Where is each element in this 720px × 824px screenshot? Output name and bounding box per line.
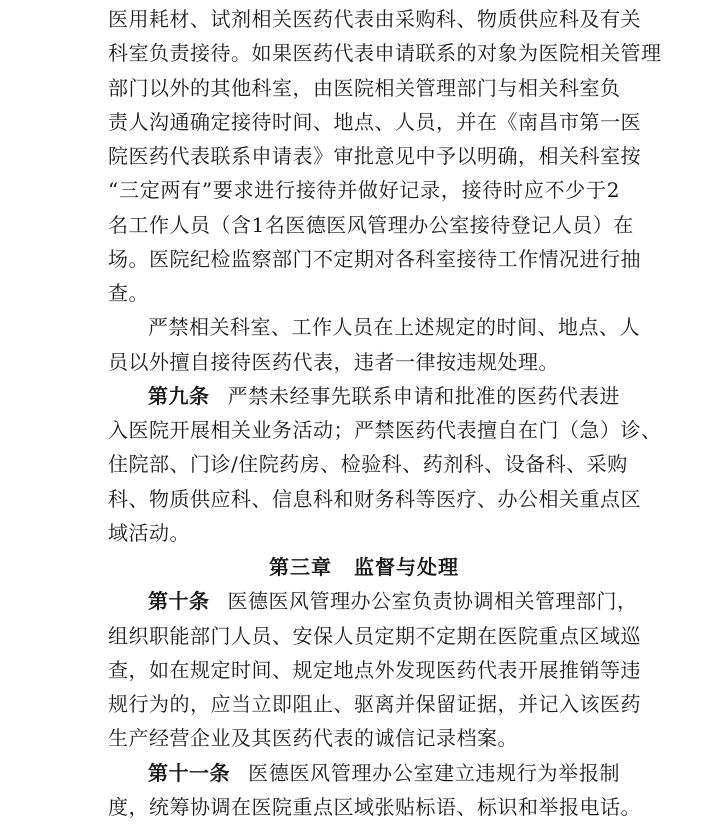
body-text-line: 名工作人员（含1名医德医风管理办公室接待登记人员）在 bbox=[108, 213, 634, 237]
body-text-line: 住院部、门诊/住院药房、检验科、药剂科、设备科、采购 bbox=[108, 452, 628, 476]
article-10-label: 第十条 bbox=[148, 589, 210, 613]
chapter-heading bbox=[108, 552, 620, 582]
chapter-number: 第三章 bbox=[269, 555, 332, 579]
article-11-first-line bbox=[148, 758, 620, 788]
body-text-line: 查，如在规定时间、规定地点外发现医药代表开展推销等违 bbox=[108, 658, 641, 682]
article-11-label: 第十一条 bbox=[148, 761, 230, 785]
body-text-line: 生产经营企业及其医药代表的诚信记录档案。 bbox=[108, 726, 518, 750]
body-text-line: 严禁相关科室、工作人员在上述规定的时间、地点、人 bbox=[148, 315, 640, 339]
body-text-line: 域活动。 bbox=[108, 521, 190, 545]
body-text-line: 院医药代表联系申请表》审批意见中予以明确，相关科室按 bbox=[108, 144, 641, 168]
body-text-line: 科、物质供应科、信息科和财务科等医疗、办公相关重点区 bbox=[108, 487, 641, 511]
body-text-line: 度，统筹协调在医院重点区域张贴标语、标识和举报电话。 bbox=[108, 795, 641, 819]
body-text-line: 医用耗材、试剂相关医药代表由采购科、物质供应科及有关 bbox=[108, 7, 641, 31]
article-10-text: 医德医风管理办公室负责协调相关管理部门， bbox=[227, 589, 638, 613]
article-9-text: 严禁未经事先联系申请和批准的医药代表进 bbox=[227, 384, 620, 408]
body-text-line: 场。医院纪检监察部门不定期对各科室接待工作情况进行抽 bbox=[108, 247, 641, 271]
article-9-label: 第九条 bbox=[148, 384, 210, 408]
article-11-text: 医德医风管理办公室建立违规行为举报制 bbox=[248, 761, 620, 785]
body-text-line: 员以外擅自接待医药代表，违者一律按违规处理。 bbox=[108, 350, 559, 374]
article-9-first-line bbox=[148, 381, 620, 411]
body-text-line: 组织职能部门人员、安保人员定期不定期在医院重点区域巡 bbox=[108, 624, 641, 648]
chapter-title: 监督与处理 bbox=[354, 555, 459, 579]
body-text-line: 规行为的，应当立即阻止、驱离并保留证据，并记入该医药 bbox=[108, 692, 641, 716]
article-10-first-line bbox=[148, 586, 638, 616]
body-text-line: 责人沟通确定接待时间、地点、人员，并在《南昌市第一医 bbox=[108, 110, 641, 134]
body-text-line: 科室负责接待。如果医药代表申请联系的对象为医院相关管理 bbox=[108, 41, 662, 65]
body-text-line: “三定两有”要求进行接待并做好记录，接待时应不少于2 bbox=[108, 178, 620, 202]
body-text-line: 入医院开展相关业务活动；严禁医药代表擅自在门（急）诊、 bbox=[108, 418, 662, 442]
body-text-line: 部门以外的其他科室，由医院相关管理部门与相关科室负 bbox=[108, 76, 621, 100]
body-text-line: 查。 bbox=[108, 281, 149, 305]
